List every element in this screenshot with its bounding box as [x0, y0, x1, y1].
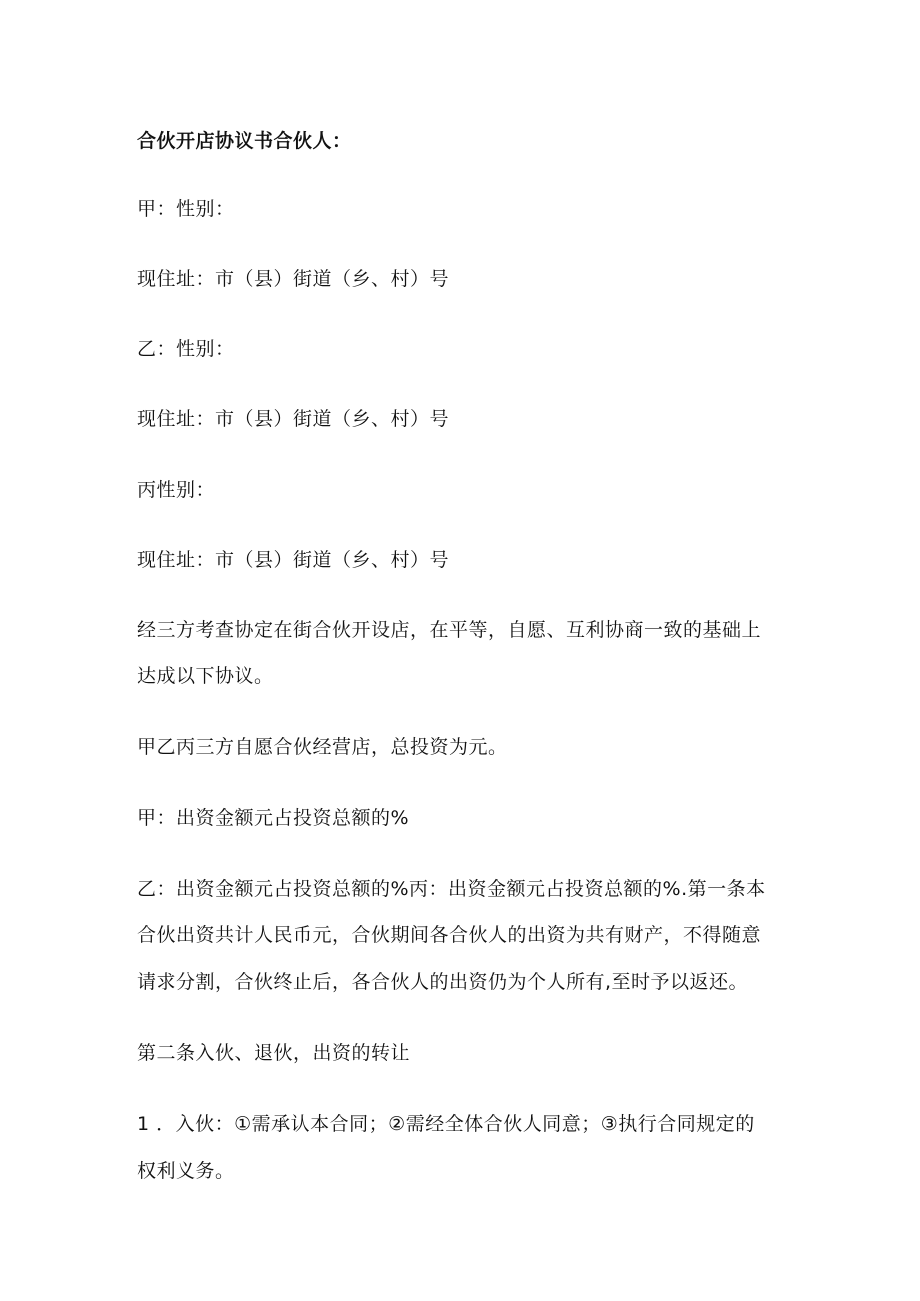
- party-a-address: 现住址：市（县）街道（乡、村）号: [137, 268, 450, 290]
- party-b-address: 现住址：市（县）街道（乡、村）号: [137, 408, 450, 430]
- article-1-line-2: 合伙出资共计人民币元，合伙期间各合伙人的出资为共有财产，不得随意: [137, 924, 762, 946]
- article-2-heading: 第二条入伙、退伙，出资的转让: [137, 1042, 411, 1064]
- investment-total: 甲乙丙三方自愿合伙经营店，总投资为元。: [137, 736, 508, 758]
- clause-1-line-1: 1 ．入伙：①需承认本合同；②需经全体合伙人同意；③执行合同规定的: [137, 1113, 755, 1135]
- party-c-gender: 丙性别：: [137, 479, 216, 501]
- clause-1-line-2: 权利义务。: [137, 1160, 235, 1182]
- party-c-address: 现住址：市（县）街道（乡、村）号: [137, 549, 450, 571]
- party-a-gender: 甲：性别：: [137, 198, 235, 220]
- intro-paragraph-line-1: 经三方考查协定在街合伙开设店，在平等，自愿、互利协商一致的基础上: [137, 619, 762, 641]
- party-a-contribution: 甲：出资金额元占投资总额的%: [137, 807, 410, 829]
- party-b-gender: 乙：性别：: [137, 338, 235, 360]
- document-title: 合伙开店协议书合伙人：: [137, 130, 352, 152]
- article-1-line-3: 请求分割，合伙终止后，各合伙人的出资仍为个人所有,至时予以返还。: [137, 971, 749, 993]
- article-1-line-1: 乙：出资金额元占投资总额的%丙：出资金额元占投资总额的%.第一条本: [137, 878, 766, 900]
- intro-paragraph-line-2: 达成以下协议。: [137, 665, 274, 687]
